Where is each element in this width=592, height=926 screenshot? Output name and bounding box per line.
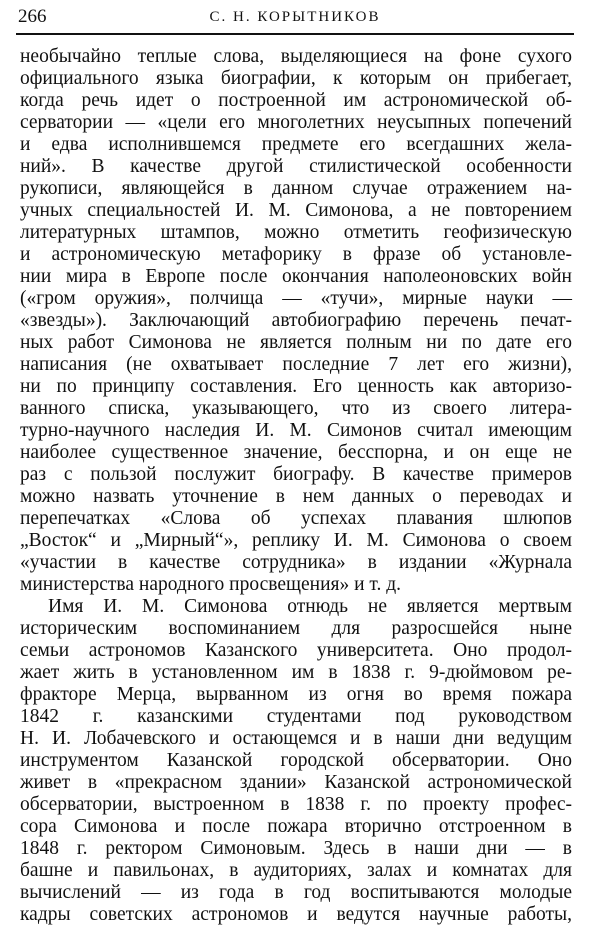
body-text	[20, 46, 572, 926]
text-line: «участии в качестве сотрудника» в издании «Журнала	[20, 552, 572, 573]
text-line: ний». В качестве другой стилистической особенности	[20, 156, 572, 177]
running-title: С. Н. КОРЫТНИКОВ	[209, 9, 381, 25]
text-line: семьи астрономов Казанского университета. Оно продол-	[20, 640, 572, 661]
text-line: нии мира в Европе после окончания наполеоновских войн	[20, 266, 572, 287]
text-line: можно назвать уточнение в нем данных о переводах и	[20, 486, 572, 507]
text-line: жает жить в установленном им в 1838 г. 9-дюймовом ре-	[20, 662, 572, 683]
text-line: («гром оружия», полчища — «тучи», мирные науки —	[20, 288, 572, 309]
text-line: и едва исполнившемся предмете его всегдашних жела-	[20, 134, 572, 155]
text-line: обсерватории, выстроенном в 1838 г. по проекту профес-	[20, 794, 572, 815]
paragraph-1	[20, 46, 572, 596]
text-line: рукописи, являющейся в данном случае отражением на-	[20, 178, 572, 199]
text-line: необычайно теплые слова, выделяющиеся на фоне сухого	[20, 46, 572, 67]
text-line: ни по принципу составления. Его ценность как авторизо-	[20, 376, 572, 397]
text-line: 1848 г. ректором Симоновым. Здесь в наши дни — в	[20, 838, 572, 859]
text-line: живет в «прекрасном здании» Казанской астрономической	[20, 772, 572, 793]
text-line: 1842 г. казанскими студентами под руководством	[20, 706, 572, 727]
running-head	[16, 4, 574, 30]
text-line: раз с пользой послужит биографу. В качестве примеров	[20, 464, 572, 485]
text-line: министерства народного просвещения» и т. д.	[20, 574, 402, 595]
text-line: написания (не охватывает последние 7 лет его жизни),	[20, 354, 572, 375]
text-line: ных работ Симонова не является полным ни по дате его	[20, 332, 572, 353]
page-number: 266	[18, 6, 47, 27]
text-line: Имя И. М. Симонова отнюдь не является мертвым	[48, 596, 572, 617]
text-line: перепечатках «Слова об успехах плавания шлюпов	[20, 508, 572, 529]
text-line: «звезды»). Заключающий автобиографию перечень печат-	[20, 310, 572, 331]
text-line: наиболее существенное значение, бесспорна, и он еще не	[20, 442, 572, 463]
text-line: историческим воспоминанием для разросшейся ныне	[20, 618, 572, 639]
header-rule	[16, 33, 574, 35]
text-line: Н. И. Лобачевского и остающемся и в наши дни ведущим	[20, 728, 572, 749]
text-line: и астрономическую метафорику в фразе об установле-	[20, 244, 572, 265]
text-line: инструментом Казанской городской обсерватории. Оно	[20, 750, 572, 771]
paragraph-2	[20, 596, 572, 926]
text-line: официального языка биографии, к которым он прибегает,	[20, 68, 572, 89]
text-line: литературных штампов, можно отметить геофизическую	[20, 222, 572, 243]
text-line: „Восток“ и „Мирный“», реплику И. М. Симонова о своем	[20, 530, 572, 551]
text-line: фракторе Мерца, вырванном из огня во время пожара	[20, 684, 572, 705]
text-line: сора Симонова и после пожара вторично отстроенном в	[20, 816, 572, 837]
text-line: башне и павильонах, в аудиториях, залах и комнатах для	[20, 860, 572, 881]
text-line: кадры советских астрономов и ведутся научные работы,	[20, 904, 572, 925]
text-line: учных специальностей И. М. Симонова, а не повторением	[20, 200, 572, 221]
text-line: когда речь идет о построенной им астрономической об-	[20, 90, 572, 111]
text-line: ванного списка, указывающего, что из своего литера-	[20, 398, 572, 419]
text-line: серватории — «цели его многолетних неусыпных попечений	[20, 112, 572, 133]
text-line: вычислений — из года в год воспитываются молодые	[20, 882, 572, 903]
text-line: турно-научного наследия И. М. Симонов считал имеющим	[20, 420, 572, 441]
